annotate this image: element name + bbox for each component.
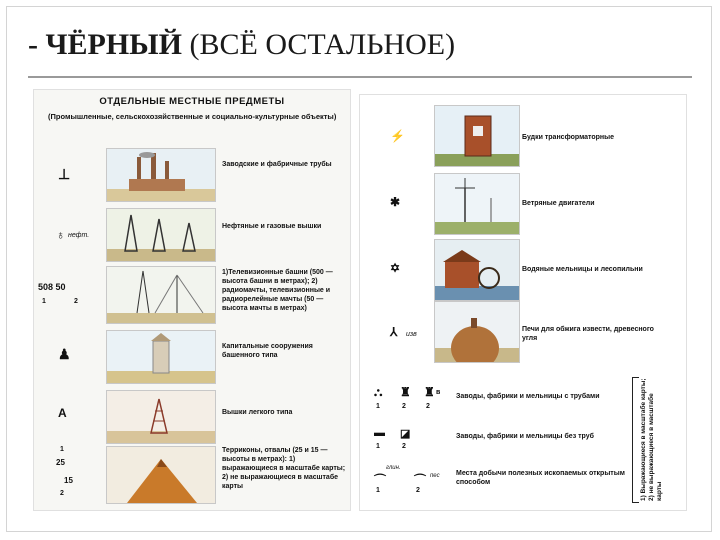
quarry-n2: 2 [416, 487, 420, 494]
heap-num-1: 1 [60, 446, 64, 453]
plant-chimney-icon-3: ♜ [424, 385, 435, 399]
legend-panel-left [34, 90, 350, 510]
plant-chimney-n1: 1 [376, 403, 380, 410]
transformer-symbol-icon: ⚡ [390, 129, 405, 143]
legend-panel-right [360, 95, 686, 510]
title-underline [28, 76, 692, 78]
oil-rigs-caption: Нефтяные и газовые вышки [222, 223, 322, 230]
tower-symbol-values: 508 50 [38, 282, 66, 292]
spoil-heaps-caption: Терриконы, отвалы (25 и 15 — высоты в метрах): 1) выражающиеся в масштабе карты; 2) не выражающиеся в масштабе карты [222, 447, 346, 490]
quarry-n1: 1 [376, 487, 380, 494]
tower-num-1: 1 [42, 298, 46, 305]
quarry-icon-2: ⌒ [414, 473, 427, 487]
heap-num-25: 25 [56, 458, 65, 467]
chimneys-caption: Заводские и фабричные трубы [222, 161, 332, 168]
watermill-symbol-icon: ✡ [390, 261, 401, 275]
light-towers-picture [106, 390, 216, 444]
plant-chimney-icon-2: ♜ [400, 385, 411, 399]
plant-no-chimney-icon: ▬ [374, 427, 385, 439]
watermill-caption: Водяные мельницы и лесопильни [522, 266, 643, 273]
plants-with-chimneys-caption: Заводы, фабрики и мельницы с трубами [456, 393, 600, 400]
slide-title [28, 28, 455, 62]
quarries-caption: Места добычи полезных ископаемых открытым способом [456, 470, 625, 486]
title-rest: (ВСЁ ОСТАЛЬНОЕ) [189, 28, 456, 61]
quarry-icon-1: ⌒ [374, 473, 387, 487]
tower-num-2: 2 [74, 298, 78, 305]
chimneys-picture [106, 148, 216, 202]
quarry-label-1: глин. [386, 465, 401, 471]
plants-without-chimneys-caption: Заводы, фабрики и мельницы без труб [456, 433, 594, 440]
oil-rig-symbol-icon: ♁ [56, 228, 65, 242]
legend-header: ОТДЕЛЬНЫЕ МЕСТНЫЕ ПРЕДМЕТЫ [99, 96, 285, 107]
title-bold: - ЧЁРНЫЙ [28, 28, 182, 61]
plant-chimney-n3: 2 [426, 403, 430, 410]
legend-subheader: (Промышленные, сельскохозяйственные и социально-культурные объекты) [48, 112, 337, 121]
transformer-caption: Будки трансформаторные [522, 134, 615, 141]
oil-rig-label: нефт. [68, 232, 90, 239]
kiln-picture [434, 301, 520, 363]
transformer-picture [434, 105, 520, 167]
plant-no-chimney-n2: 2 [402, 443, 406, 450]
light-towers-caption: Вышки легкого типа [222, 409, 293, 416]
capital-tower-symbol-icon: ♟ [58, 346, 71, 362]
plant-no-chimney-icon-2: ◪ [400, 428, 411, 440]
capital-towers-caption: Капитальные сооружения башенного типа [222, 343, 313, 359]
vertical-note-bracket [632, 377, 639, 503]
kiln-label: изв [406, 331, 417, 338]
plant-chimney-n2: 2 [402, 403, 406, 410]
vertical-note-text: 1) Выражающиеся в масштабе карты; 2) не выражающиеся в масштабе карты [640, 378, 663, 501]
wind-motor-caption: Ветряные двигатели [522, 200, 595, 207]
kiln-symbol-icon: ⅄ [390, 325, 398, 339]
oil-rigs-picture [106, 208, 216, 262]
kiln-caption: Печи для обжига извести, древесного угля [522, 326, 654, 342]
towers-picture [106, 266, 216, 324]
capital-towers-picture [106, 330, 216, 384]
vertical-note [640, 377, 684, 501]
light-tower-symbol-icon: A [58, 406, 67, 420]
plant-chimney-suffix: в [436, 389, 441, 396]
wind-motor-symbol-icon: ✱ [390, 195, 401, 209]
heap-num-2: 2 [60, 490, 64, 497]
plant-chimney-icon: ⛬ [374, 385, 383, 399]
plant-no-chimney-n1: 1 [376, 443, 380, 450]
spoil-heaps-picture [106, 446, 216, 504]
towers-caption: 1)Телевизионные башни (500 — высота башни в метрах); 2) радиомачты, телевизионные и радиорелейные мачты (50 — высота мачты в метрах) [222, 269, 333, 312]
chimney-symbol-icon: ⊥ [58, 166, 71, 182]
watermill-picture [434, 239, 520, 301]
quarry-label-2: пес [430, 473, 440, 479]
wind-motor-picture [434, 173, 520, 235]
heap-num-15: 15 [64, 476, 73, 485]
